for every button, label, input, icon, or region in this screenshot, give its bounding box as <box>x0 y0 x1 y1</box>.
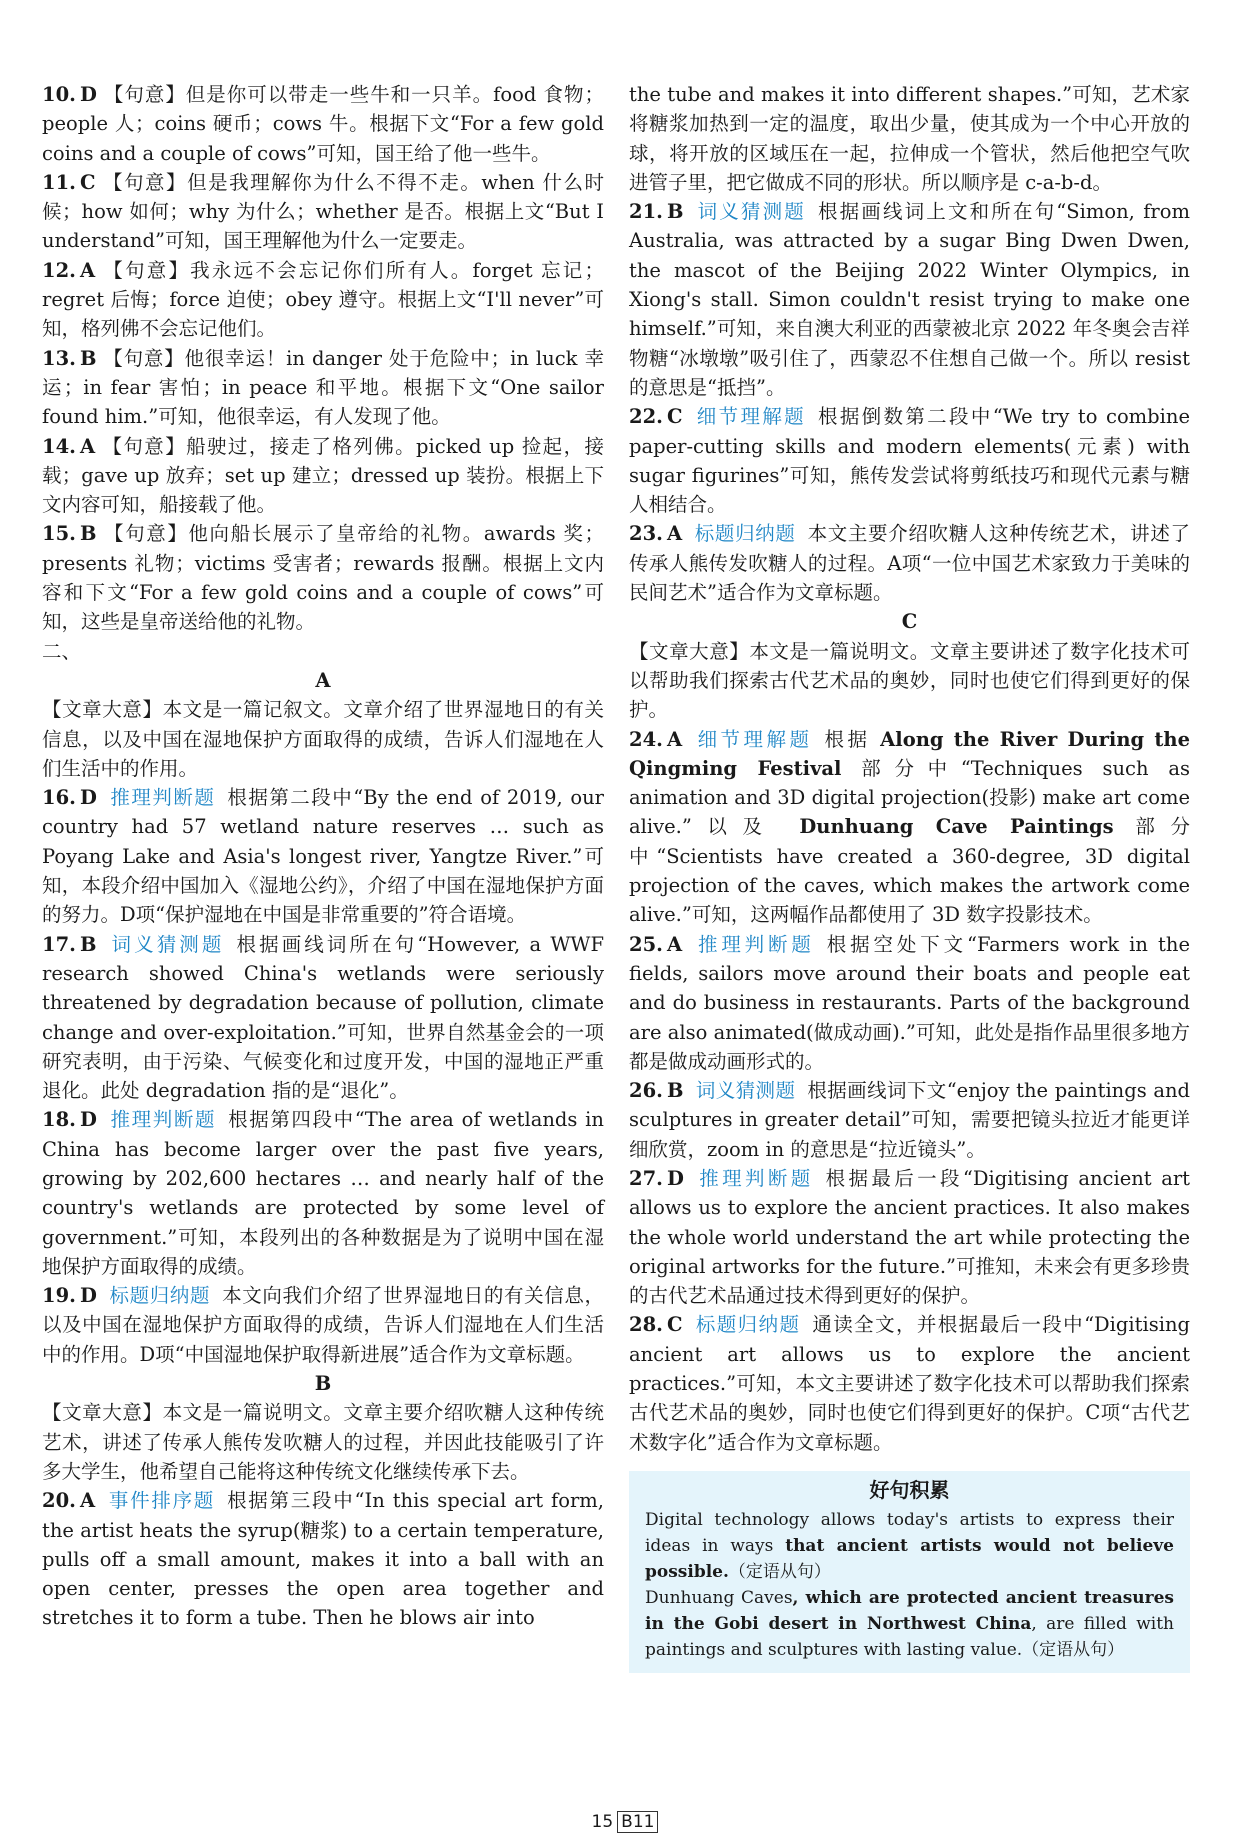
question-type-tag: 标题归纳题 <box>108 1284 211 1308</box>
question-type-tag: 词义猜测题 <box>108 932 225 956</box>
question-type-tag: 标题归纳题 <box>694 1313 801 1337</box>
question-type-tag: 事件排序题 <box>107 1489 216 1513</box>
question-23 <box>629 519 1190 607</box>
summary-text: 本文是一篇说明文。文章主要介绍吹糖人这种传统艺术，讲述了传承人熊传发吹糖人的过程，并因此技能吸引了许多大学生，他希望自己能将这种传统文化继续传承下去。 <box>42 1401 604 1483</box>
sentence-bold: , which are protected ancient treasures in the Gobi desert in Northwest China <box>645 1587 1174 1634</box>
question-number: 10. <box>42 83 76 106</box>
question-number: 21. <box>629 200 663 224</box>
explanation: 根据第二段中“By the end of 2019, our country had 57 wetland nature reserves … such as Poyang Lake and Asia's longest river, Yangtze River.”可知，本段介绍中国加入《湿地公约》，介绍了中国在湿地保护方面的努力。D项“保护湿地在中国是非常重要的”符合语境。 <box>42 786 604 927</box>
answer-letter: A <box>79 258 96 282</box>
question-type-tag: 推理判断题 <box>108 786 216 810</box>
question-20-continued: the tube and makes it into different shapes.”可知，艺术家将糖浆加热到一定的温度，取出少量，使其成为一个中心开放的球，将开放的区域压在一起，拉伸成一个管状，然后他把空气吹进管子里，把它做成不同的形状。所以顺序是 c-a-b-d。 <box>629 83 1190 194</box>
question-12 <box>42 256 604 344</box>
question-type-tag: 标题归纳题 <box>694 522 796 546</box>
painting-title: Dunhuang Cave Paintings <box>799 815 1114 839</box>
explanation-part: 部分中“Scientists have created a 360-degree, 3D digital projection of the caves, which makes the artwork come alive.”可知，这两幅作品都使用了 3D 数字投影技术。 <box>629 815 1191 927</box>
good-sentences-box <box>629 1471 1190 1673</box>
question-25 <box>629 930 1190 1076</box>
question-number: 15. <box>42 522 76 546</box>
section-b-title: B <box>314 1372 332 1396</box>
question-type-tag: 细节理解题 <box>694 405 806 429</box>
page-footer <box>0 1808 1250 1837</box>
question-number: 26. <box>629 1079 663 1103</box>
question-number: 22. <box>629 405 663 429</box>
question-number: 19. <box>42 1284 76 1308</box>
question-number: 11. <box>42 170 76 194</box>
page-code: B11 <box>617 1811 658 1833</box>
question-type-tag: 词义猜测题 <box>695 200 806 224</box>
explanation: 根据第四段中“The area of wetlands in China has become larger over the past five years, growing by 202,600 hectares … and nearly half of the country's wetlands are protected by some level of government.”可知，本段列出的各种数据是为了说明中国在湿地保护方面取得的成绩。 <box>42 1108 604 1278</box>
explanation: 通读全文，并根据最后一段中“Digitising ancient art allows us to explore the ancient practices.”可知，本文主要讲述了数字化技术可以帮助我们探索古代艺术品的奥妙，同时也使它们得到更好的保护。C项“古代艺术数字化”适合作为文章标题。 <box>629 1313 1190 1454</box>
explanation: 【句意】但是我理解你为什么不得不走。when 什么时候；how 如何；why 为什么；whether 是否。根据上文“But I understand”可知，国王理解他为什么一定要走。 <box>42 170 604 253</box>
summary-text: 本文是一篇记叙文。文章介绍了世界湿地日的有关信息，以及中国在湿地保护方面取得的成绩，告诉人们湿地在人们生活中的作用。 <box>42 698 604 780</box>
explanation: 【句意】但是你可以带走一些牛和一只羊。food 食物；people 人；coins 硬币；cows 牛。根据下文“For a few gold coins and a couple of cows”可知，国王给了他一些牛。 <box>42 83 604 165</box>
answer-letter: C <box>666 1313 683 1337</box>
question-10 <box>42 80 604 168</box>
question-13 <box>42 344 604 432</box>
answer-letter: C <box>79 170 96 194</box>
question-19 <box>42 1281 604 1369</box>
section-c-title: C <box>901 610 918 634</box>
sentence-note: （定语从句） <box>728 1561 831 1582</box>
sentence-text: Digital technology allows today's artists to express their ideas in ways <box>645 1509 1174 1556</box>
explanation: 根据最后一段“Digitising ancient art allows us to explore the ancient practices. It also makes the whole world understand the art while protecting the original artworks for the future.”可推知，未来会有更多珍贵的古代艺术品通过技术得到更好的保护。 <box>629 1166 1191 1308</box>
question-16 <box>42 783 604 929</box>
question-number: 27. <box>629 1166 663 1190</box>
question-18 <box>42 1105 604 1281</box>
explanation: 根据画线词所在句“However, a WWF research showed China's wetlands were seriously threatened by degradation because of pollution, climate change and over-exploitation.”可知，世界自然基金会的一项研究表明，由于污染、气候变化和过度开发，中国的湿地正严重退化。此处 degradation 指的是“退化”。 <box>42 932 604 1103</box>
explanation: 根据倒数第二段中“We try to combine paper-cutting skills and modern elements(元素) with sugar figurines”可知，熊传发尝试将剪纸技巧和现代元素与糖人相结合。 <box>629 405 1190 517</box>
question-type-tag: 推理判断题 <box>108 1108 217 1132</box>
question-27 <box>629 1164 1190 1310</box>
explanation-part: 根据 <box>824 727 881 751</box>
answer-letter: A <box>666 522 683 546</box>
question-26 <box>629 1076 1190 1164</box>
question-20 <box>42 1486 604 1632</box>
answer-letter: D <box>79 1284 97 1308</box>
question-number: 23. <box>629 522 663 546</box>
explanation: 根据第三段中“In this special art form, the artist heats the syrup(糖浆) to a certain temperature, pulls off a small amount, makes it into a ball with an open center, presses the open area together and stretches it to form a tube. Then he blows air into <box>42 1489 604 1630</box>
answer-letter: C <box>666 405 683 429</box>
summary-label: 【文章大意】 <box>42 1401 163 1425</box>
good-sentence-1 <box>645 1507 1174 1585</box>
question-number: 28. <box>629 1313 663 1337</box>
sentence-note: （定语从句） <box>1022 1639 1125 1660</box>
sentence-bold: that ancient artists would not believe possible. <box>645 1535 1174 1582</box>
answer-letter: A <box>79 434 96 458</box>
question-15 <box>42 519 604 636</box>
answer-letter: D <box>666 1166 684 1190</box>
question-type-tag: 推理判断题 <box>695 1166 814 1190</box>
right-column <box>629 80 1190 1673</box>
summary-label: 【文章大意】 <box>42 698 163 722</box>
section-a-title: A <box>315 668 331 692</box>
answer-letter: D <box>79 83 97 106</box>
answer-letter: A <box>666 932 683 956</box>
question-14 <box>42 432 604 520</box>
section-a-summary <box>42 695 604 783</box>
page-number: 15 <box>591 1812 614 1832</box>
answer-letter: D <box>79 786 97 810</box>
good-sentence-2 <box>645 1585 1174 1663</box>
explanation: 根据画线词下文“enjoy the paintings and sculptures in greater detail”可知，需要把镜头拉近才能更详细欣赏，zoom in 的意思是“拉近镜头”。 <box>629 1079 1190 1161</box>
question-type-tag: 词义猜测题 <box>695 1079 796 1103</box>
question-21 <box>629 197 1190 402</box>
answer-letter: B <box>666 200 684 224</box>
part-label: 二、 <box>42 639 82 663</box>
question-type-tag: 细节理解题 <box>694 727 813 751</box>
answer-letter: B <box>79 932 97 956</box>
question-22 <box>629 402 1190 519</box>
sentence-text: Dunhuang Caves <box>645 1587 793 1608</box>
section-b-summary <box>42 1398 604 1486</box>
question-number: 20. <box>42 1489 76 1513</box>
question-number: 16. <box>42 786 76 810</box>
explanation: 【句意】他向船长展示了皇帝给的礼物。awards 奖；presents 礼物；victims 受害者；rewards 报酬。根据上文内容和下文“For a few gold coins and a couple of cows”可知，这些是皇帝送给他的礼物。 <box>42 522 604 634</box>
explanation: 【句意】他很幸运！in danger 处于危险中；in luck 幸运；in fear 害怕；in peace 和平地。根据下文“One sailor found him.”可知，他很幸运，有人发现了他。 <box>42 346 604 429</box>
question-number: 24. <box>629 727 663 751</box>
summary-label: 【文章大意】 <box>629 639 750 663</box>
sentence-text: , are filled with paintings and sculptures with lasting value. <box>645 1613 1174 1660</box>
answer-letter: B <box>666 1079 684 1103</box>
question-number: 17. <box>42 932 76 956</box>
explanation: 根据画线词上文和所在句“Simon, from Australia, was attracted by a sugar Bing Dwen Dwen, the mascot of the Beijing 2022 Winter Olympics, in Xiong's stall. Simon couldn't resist trying to make one himself.”可知，来自澳大利亚的西蒙被北京 2022 年冬奥会吉祥物糖“冰墩墩”吸引住了，西蒙忍不住想自己做一个。所以 resist 的意思是“抵挡”。 <box>629 200 1190 399</box>
question-number: 12. <box>42 258 76 282</box>
question-number: 14. <box>42 434 76 458</box>
answer-letter: B <box>79 346 97 370</box>
section-c-summary <box>629 637 1190 725</box>
question-type-tag: 推理判断题 <box>694 932 815 956</box>
explanation: 【句意】我永远不会忘记你们所有人。forget 忘记；regret 后悔；force 迫使；obey 遵守。根据上文“I'll never”可知，格列佛不会忘记他们。 <box>42 258 604 341</box>
explanation: 本文主要介绍吹糖人这种传统艺术，讲述了传承人熊传发吹糖人的过程。A项“一位中国艺术家致力于美味的民间艺术”适合作为文章标题。 <box>629 522 1190 605</box>
painting-title: Along the River During the Qingming Festival <box>629 727 1190 780</box>
question-24 <box>629 725 1190 930</box>
left-column <box>42 80 604 1633</box>
box-title: 好句积累 <box>869 1477 950 1502</box>
explanation: 【句意】船驶过，接走了格列佛。picked up 捡起，接载；gave up 放弃；set up 建立；dressed up 装扮。根据上下文内容可知，船接载了他。 <box>42 434 604 517</box>
answer-letter: A <box>666 727 683 751</box>
question-28 <box>629 1310 1190 1456</box>
explanation-part: 部分中“Techniques such as animation and 3D digital projection(投影) make art come alive.”以及 <box>629 756 1190 839</box>
question-number: 18. <box>42 1108 76 1132</box>
answer-letter: B <box>79 522 97 546</box>
summary-text: 本文是一篇说明文。文章主要讲述了数字化技术可以帮助我们探索古代艺术品的奥妙，同时也使它们得到更好的保护。 <box>629 639 1190 722</box>
explanation: 本文向我们介绍了世界湿地日的有关信息，以及中国在湿地保护方面取得的成绩，告诉人们湿地在人们生活中的作用。D项“中国湿地保护取得新进展”适合作为文章标题。 <box>42 1284 604 1366</box>
question-number: 13. <box>42 346 76 370</box>
answer-letter: A <box>79 1489 96 1513</box>
question-17 <box>42 930 604 1106</box>
question-number: 25. <box>629 932 663 956</box>
answer-letter: D <box>79 1108 97 1132</box>
question-11 <box>42 168 604 256</box>
explanation: 根据空处下文“Farmers work in the fields, sailors move around their boats and people eat and do business in restaurants. Parts of the background are also animated(做成动画).”可知，此处是指作品里很多地方都是做成动画形式的。 <box>629 932 1190 1073</box>
